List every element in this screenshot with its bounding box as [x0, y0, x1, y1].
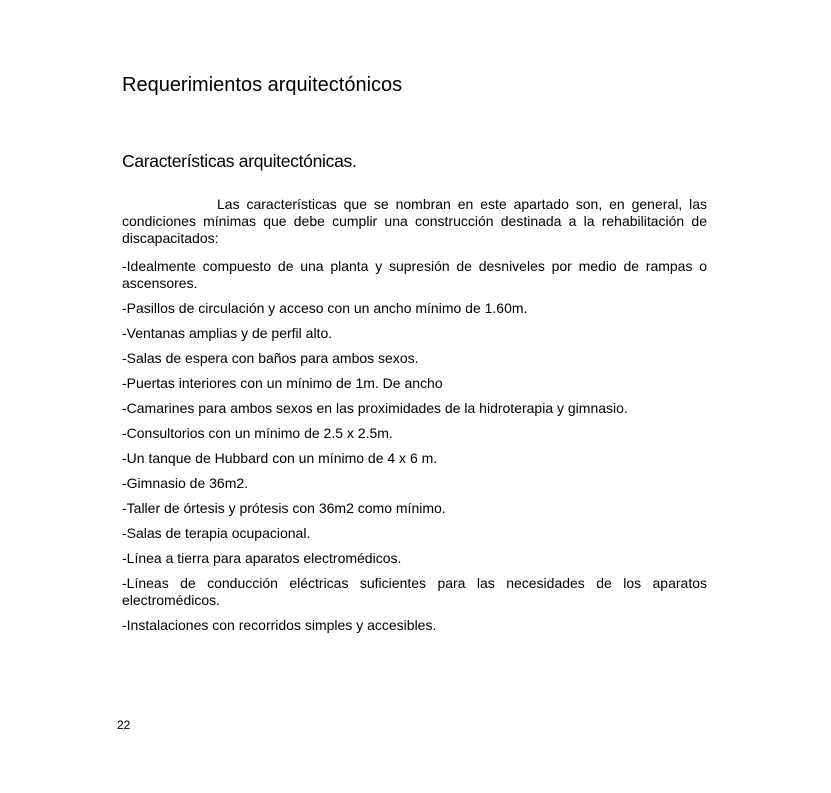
page-title: Requerimientos arquitectónicos	[122, 74, 403, 96]
list-item: -Consultorios con un mínimo de 2.5 x 2.5m.	[122, 425, 393, 441]
intro-paragraph: Las características que se nombran en este apartado son, en general, las condiciones mínimas que debe cumplir una construcción destinada a la rehabilitación de discapacitados:	[122, 196, 707, 246]
list-item: -Salas de espera con baños para ambos sexos.	[122, 350, 419, 366]
list-item: -Un tanque de Hubbard con un mínimo de 4 x 6 m.	[122, 450, 438, 466]
list-item: -Salas de terapia ocupacional.	[122, 525, 311, 541]
list-item: -Gimnasio de 36m2.	[122, 475, 249, 491]
list-item: -Ventanas amplias y de perfil alto.	[122, 325, 333, 341]
requirements-list	[122, 258, 707, 634]
list-item: -Idealmente compuesto de una planta y supresión de desniveles por medio de rampas o ascensores.	[122, 258, 707, 291]
list-item: -Instalaciones con recorridos simples y accesibles.	[122, 617, 437, 633]
list-item: -Línea a tierra para aparatos electromédicos.	[122, 550, 402, 566]
page-number: 22	[117, 718, 131, 732]
list-item: -Camarines para ambos sexos en las proximidades de la hidroterapia y gimnasio.	[122, 400, 628, 416]
list-item: -Pasillos de circulación y acceso con un ancho mínimo de 1.60m.	[122, 300, 528, 316]
section-subtitle: Características arquitectónicas.	[122, 151, 357, 171]
list-item: -Puertas interiores con un mínimo de 1m. De ancho	[122, 375, 443, 391]
list-item: -Taller de órtesis y prótesis con 36m2 como mínimo.	[122, 500, 446, 516]
list-item: -Líneas de conducción eléctricas suficientes para las necesidades de los aparatos electromédicos.	[122, 575, 707, 608]
